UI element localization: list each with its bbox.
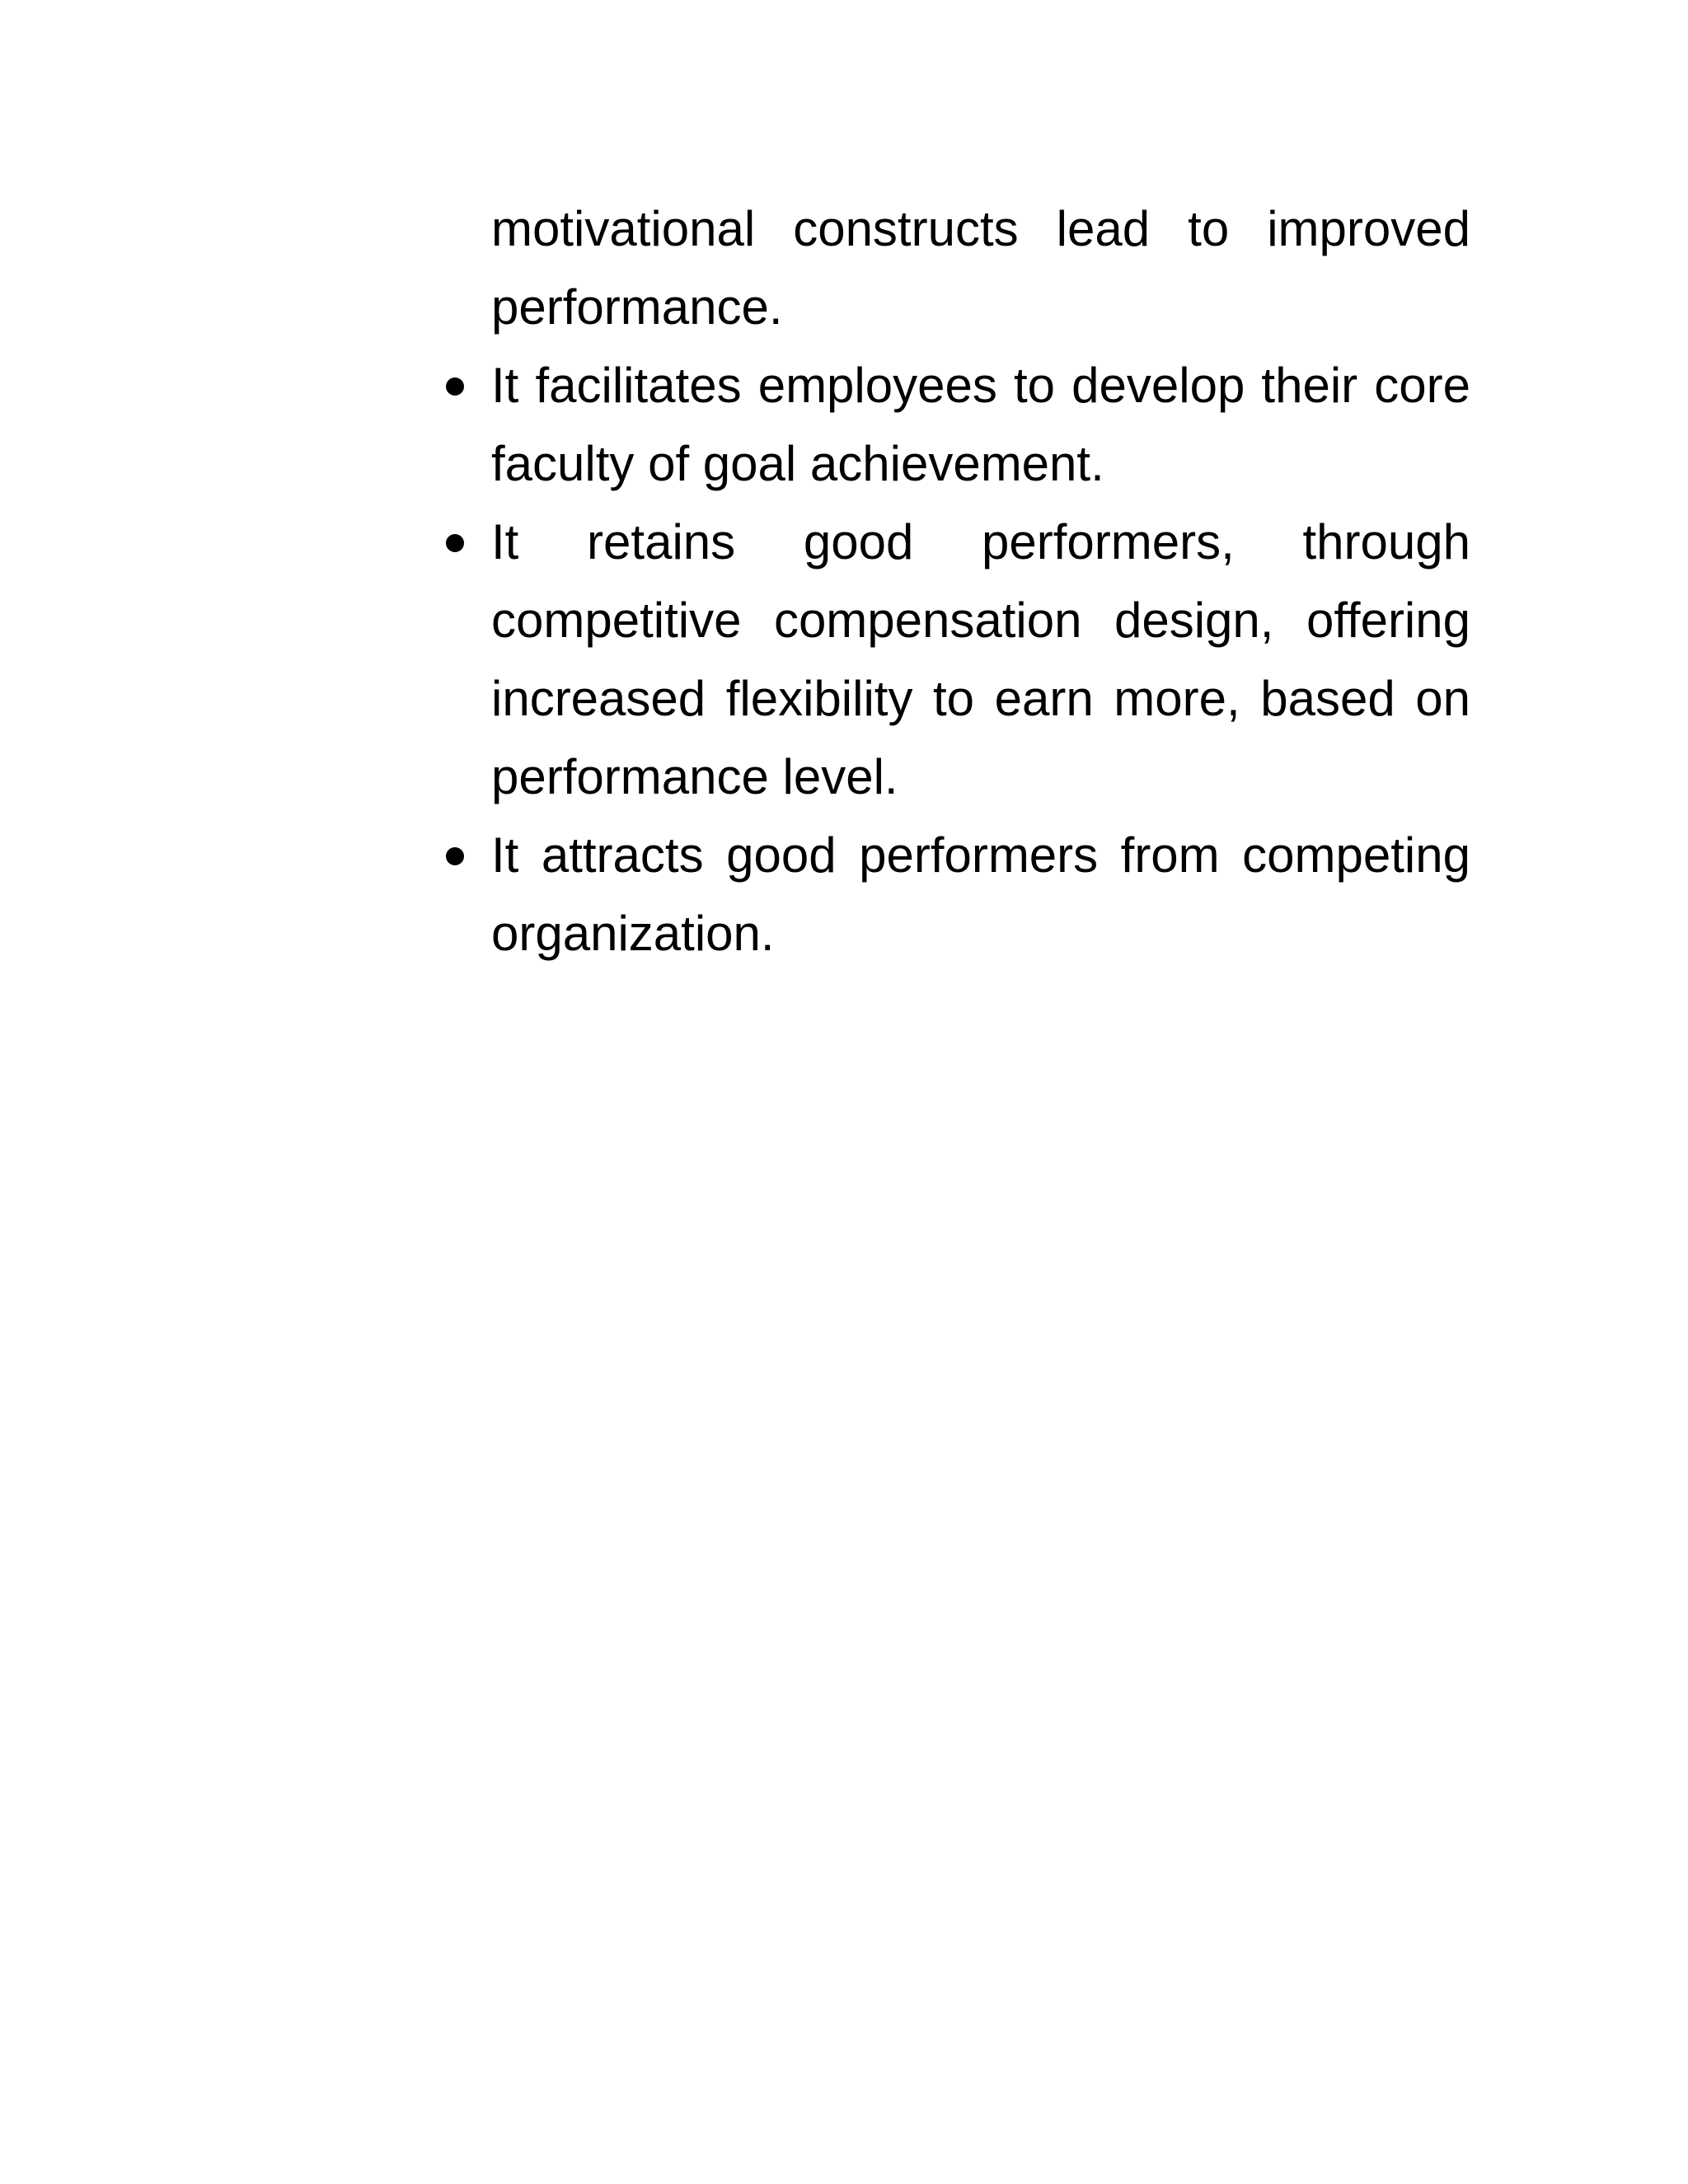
- bullet-list: [491, 346, 1470, 972]
- list-item: [491, 816, 1470, 972]
- body-text: [491, 190, 1470, 972]
- list-item-text: It facilitates employees to develop their core faculty of goal achievement.: [491, 358, 1470, 491]
- bullet-icon: [446, 377, 464, 396]
- list-item: [491, 503, 1470, 816]
- bullet-icon: [446, 847, 464, 865]
- list-item-text: It retains good performers, through competitive compensation design, offering increased flexibility to earn more, based on performance level.: [491, 514, 1470, 804]
- list-item-text: It attracts good performers from competing organization.: [491, 827, 1470, 961]
- bullet-icon: [446, 534, 464, 552]
- list-item: [491, 346, 1470, 503]
- continued-paragraph: motivational constructs lead to improved performance.: [491, 201, 1470, 335]
